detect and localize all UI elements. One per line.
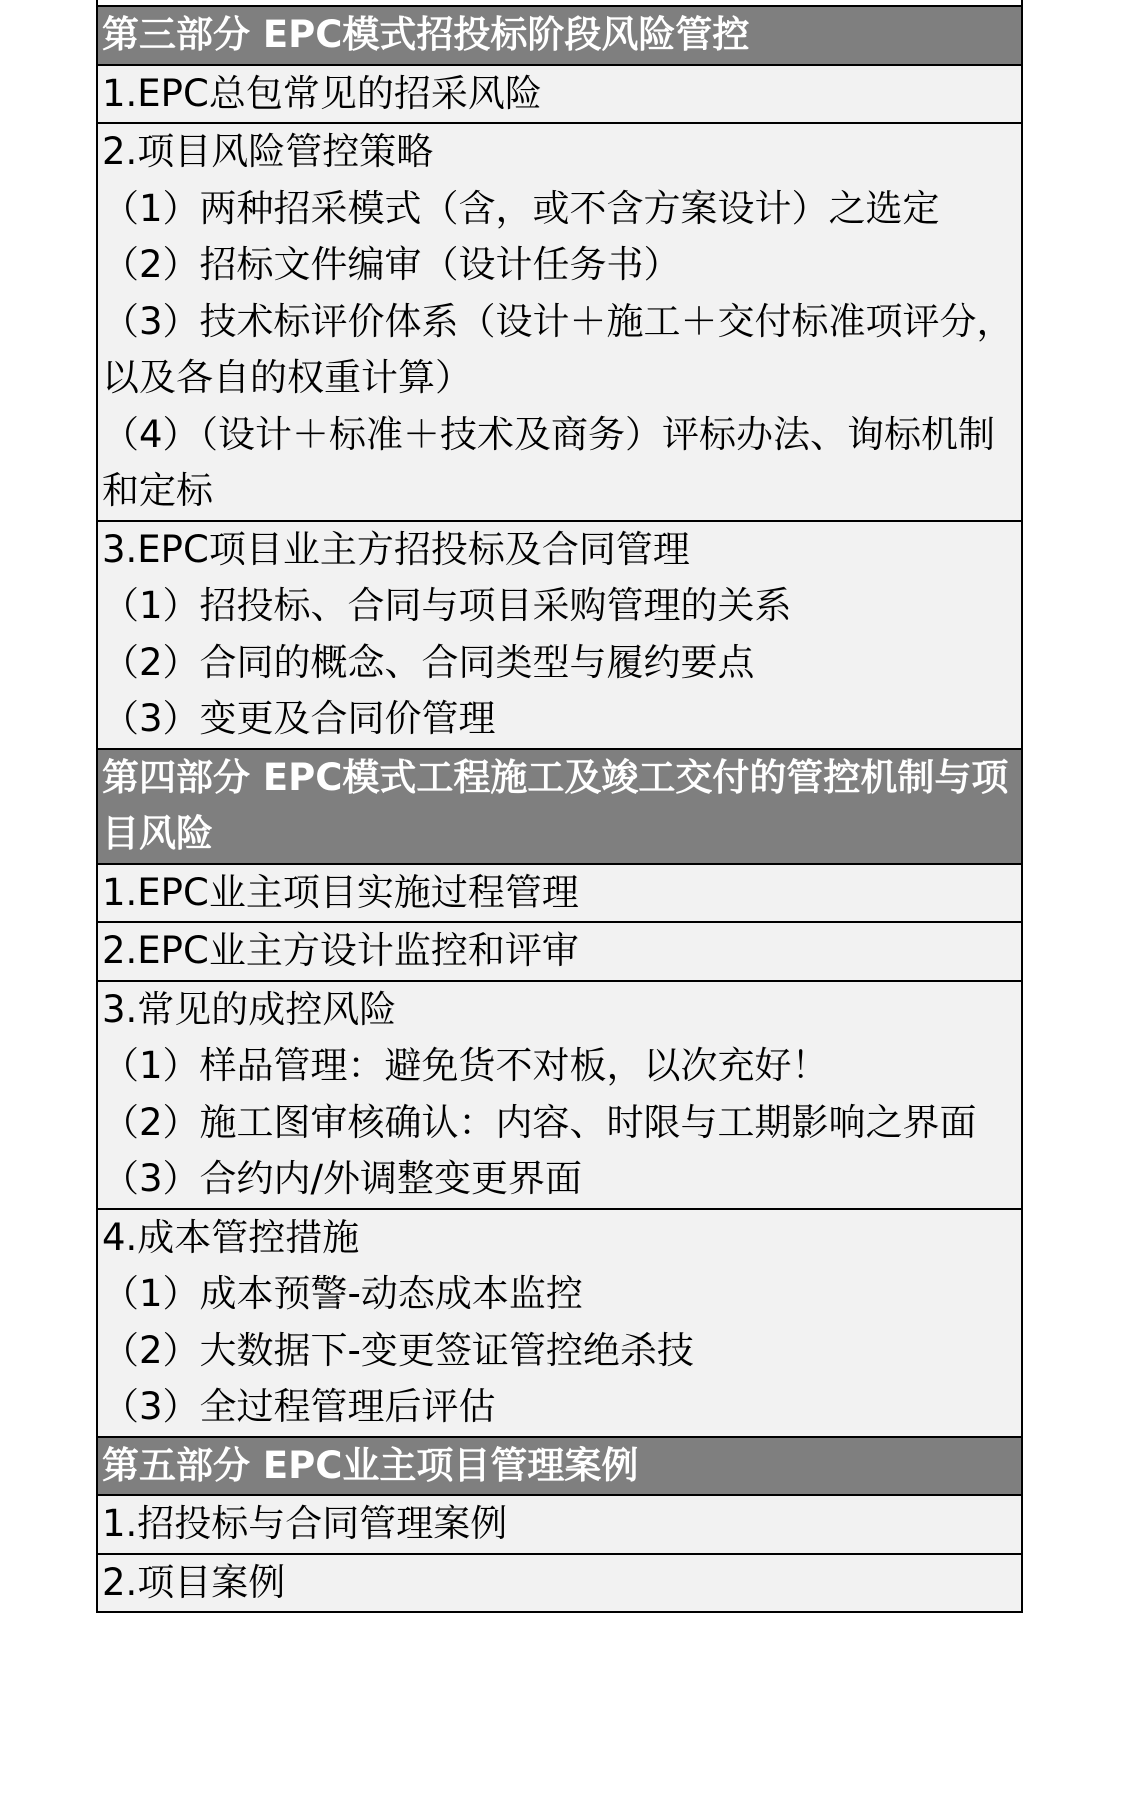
section-header: 第三部分 EPC模式招投标阶段风险管控	[97, 6, 1022, 65]
sub-item: （3）技术标评价体系（设计＋施工＋交付标准项评分，以及各自的权重计算）	[102, 299, 1014, 399]
sub-item: （3）合约内/外调整变更界面	[102, 1157, 583, 1200]
outline-sheet	[96, 0, 1023, 1613]
section-row	[97, 6, 1022, 65]
section-row	[97, 1437, 1022, 1496]
sub-item: （3）变更及合同价管理	[102, 697, 496, 740]
item-title: 1.招投标与合同管理案例	[102, 1502, 508, 1545]
item-title: 1.EPC业主项目实施过程管理	[102, 870, 579, 914]
section-header: 第四部分 EPC模式工程施工及竣工交付的管控机制与项目风险	[97, 749, 1022, 864]
list-item	[97, 864, 1022, 923]
table-row	[97, 65, 1022, 124]
item-title: 2.项目案例	[102, 1560, 286, 1604]
sub-item: （2）招标文件编审（设计任务书）	[102, 243, 681, 286]
sub-item: （2）大数据下-变更签证管控绝杀技	[102, 1328, 694, 1372]
list-item	[97, 981, 1022, 1209]
sub-item: （1）成本预警-动态成本监控	[102, 1272, 583, 1315]
sub-item: （3）全过程管理后评估	[102, 1385, 496, 1428]
item-title: 2.EPC业主方设计监控和评审	[102, 929, 579, 972]
table-row	[97, 864, 1022, 923]
table-row	[97, 1554, 1022, 1613]
table-row	[97, 123, 1022, 521]
item-title: 2.项目风险管控策略	[102, 130, 434, 173]
sub-item: （4）（设计＋标准＋技术及商务）评标办法、询标机制和定标	[102, 412, 996, 512]
table-row	[97, 981, 1022, 1209]
section-row	[97, 749, 1022, 864]
sub-item: （1）两种招采模式（含，或不含方案设计）之选定	[102, 186, 940, 230]
list-item	[97, 123, 1022, 521]
table-row	[97, 1209, 1022, 1437]
item-title: 3.常见的成控风险	[102, 987, 397, 1031]
item-title: 4.成本管控措施	[102, 1215, 360, 1259]
item-title: 3.EPC项目业主方招投标及合同管理	[102, 527, 690, 571]
section-header: 第五部分 EPC业主项目管理案例	[97, 1437, 1022, 1496]
sub-item: （1）招投标、合同与项目采购管理的关系	[102, 584, 792, 627]
list-item	[97, 1209, 1022, 1437]
list-item	[97, 1554, 1022, 1613]
list-item	[97, 1495, 1022, 1554]
sub-item: （1）样品管理：避免货不对板，以次充好！	[102, 1044, 829, 1087]
table-row	[97, 1495, 1022, 1554]
list-item	[97, 65, 1022, 124]
list-item	[97, 521, 1022, 749]
outline-table	[96, 5, 1023, 1613]
table-row	[97, 922, 1022, 981]
sub-item: （2）合同的概念、合同类型与履约要点	[102, 640, 755, 684]
table-row	[97, 521, 1022, 749]
list-item	[97, 922, 1022, 981]
sub-item: （2）施工图审核确认：内容、时限与工期影响之界面	[102, 1100, 977, 1144]
item-title: 1.EPC总包常见的招采风险	[102, 71, 542, 115]
